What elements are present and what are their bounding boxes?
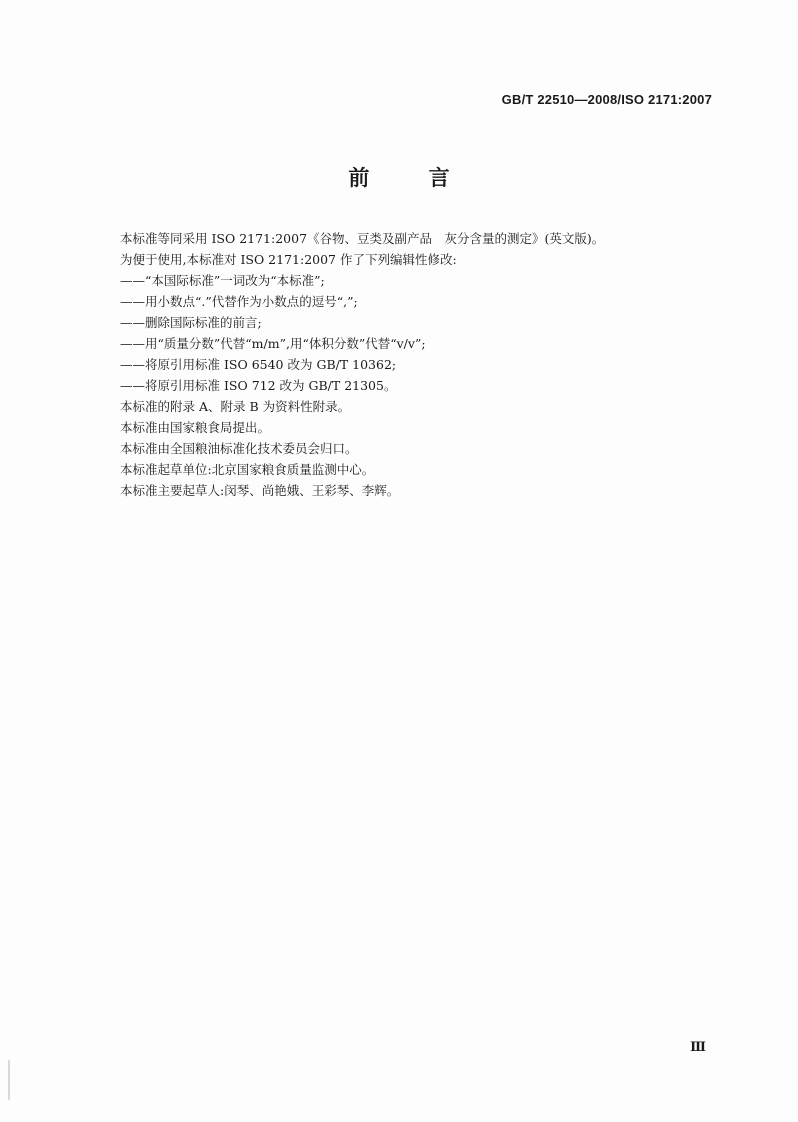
body-line: ——用小数点“.”代替作为小数点的逗号“,”; [120,294,358,309]
body-line: 本标准起草单位:北京国家粮食质量监测中心。 [120,462,375,477]
page-title: 前 言 [348,166,476,190]
scan-edge-mark [8,1060,10,1100]
standard-code: GB/T 22510—2008/ISO 2171:2007 [501,92,712,107]
body-line: ——将原引用标准 ISO 712 改为 GB/T 21305。 [120,378,397,393]
body-line: ——将原引用标准 ISO 6540 改为 GB/T 10362; [120,357,397,372]
foreword-body [120,228,720,501]
body-line: 本标准主要起草人:闵琴、尚艳娥、王彩琴、李辉。 [120,483,400,498]
body-line: 本标准由全国粮油标准化技术委员会归口。 [120,441,358,456]
body-line: ——删除国际标准的前言; [120,315,262,330]
body-line: 本标准等同采用 ISO 2171:2007《谷物、豆类及副产品 灰分含量的测定》(英文版)。 [120,231,605,246]
body-line: 为便于使用,本标准对 ISO 2171:2007 作了下列编辑性修改: [120,252,457,267]
page-number: Ⅲ [690,1040,706,1055]
body-line: ——用“质量分数”代替“m/m”,用“体积分数”代替“v/v”; [120,336,426,351]
body-line: 本标准由国家粮食局提出。 [120,420,271,435]
body-line: ——“本国际标准”一词改为“本标准”; [120,273,325,288]
body-line: 本标准的附录 A、附录 B 为资料性附录。 [120,399,351,414]
